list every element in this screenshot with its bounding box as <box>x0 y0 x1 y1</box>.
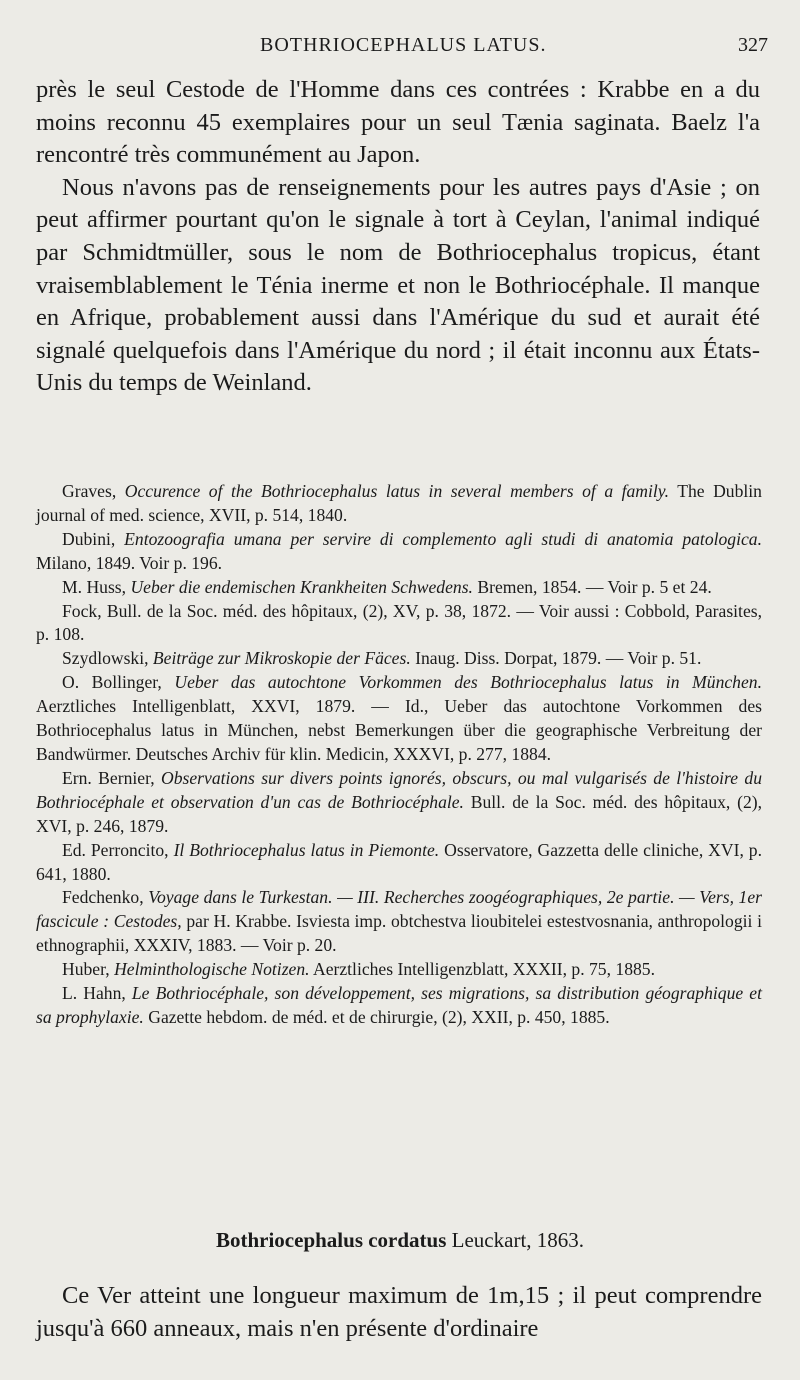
paragraph-cordatus: Ce Ver atteint une longueur maximum de 1m,15 ; il peut comprendre jusqu'à 660 anneaux, mais n'en présente d'ordinaire <box>36 1282 762 1342</box>
reference-item: Huber, Helminthologische Notizen. Aerztliches Intelligenzblatt, XXXII, p. 75, 1885. <box>62 959 655 980</box>
body-text <box>36 74 760 400</box>
reference-item: Fock, Bull. de la Soc. méd. des hôpitaux, (2), XV, p. 38, 1872. — Voir aussi : Cobbold, Parasites, p. 108. <box>36 600 762 645</box>
section-heading <box>0 1228 800 1253</box>
species-name: Bothriocephalus cordatus <box>215 1228 447 1252</box>
species-authority: Leuckart, 1863. <box>451 1228 585 1252</box>
section-body <box>36 1280 762 1345</box>
page-number: 327 <box>738 34 768 56</box>
paragraph-continuation: près le seul Cestode de l'Homme dans ces contrées : Krabbe en a du moins reconnu 45 exemplaires pour un seul Tænia saginata. Baelz l'a rencontré très communément au Japon. <box>36 76 760 169</box>
reference-item: Szydlowski, Beiträge zur Mikroskopie der Fäces. Inaug. Diss. Dorpat, 1879. — Voir p. 51. <box>62 648 702 669</box>
reference-item: Graves, Occurence of the Bothriocephalus latus in several members of a family. The Dublin journal of med. science, XVII, p. 514, 1840. <box>36 481 762 525</box>
reference-item: M. Huss, Ueber die endemischen Krankheiten Schwedens. Bremen, 1854. — Voir p. 5 et 24. <box>62 576 712 597</box>
reference-item: Dubini, Entozoografia umana per servire di complemento agli studi di anatomia patologica. Milano, 1849. Voir p. 196. <box>36 528 762 573</box>
page-header <box>0 34 800 60</box>
reference-item: Ern. Bernier, Observations sur divers points ignorés, obscurs, ou mal vulgarisés de l'histoire du Bothriocéphale et observation d'un cas de Bothriocéphale. Bull. de la Soc. méd. des hôpitaux, (2), XVI, p. 246, 1879. <box>36 767 762 836</box>
paragraph-asia: Nous n'avons pas de renseignements pour les autres pays d'Asie ; on peut affirmer pourtant qu'on le signale à tort à Ceylan, l'animal indiqué par Schmidtmüller, sous le nom de Bothriocephalus tropicus, étant vraisemblablement le Ténia inerme et non le Bothriocéphale. Il manque en Afrique, probablement aussi dans l'Amérique du sud et aurait été signalé quelquefois dans l'Amérique du nord ; il était inconnu aux États-Unis du temps de Weinland. <box>36 173 760 397</box>
reference-item: O. Bollinger, Ueber das autochtone Vorkommen des Bothriocephalus latus in München. Aerztliches Intelligenblatt, XXVI, 1879. — Id., Ueber das autochtone Vorkommen des Bothriocephalus latus in München, nebst Bemerkungen über die geographische Verbreitung der Bandwürmer. Deutsches Archiv für klin. Medicin, XXXVI, p. 277, 1884. <box>36 672 762 764</box>
bibliography <box>36 480 762 1030</box>
running-title: BOTHRIOCEPHALUS LATUS. <box>260 34 547 56</box>
reference-item: Fedchenko, Voyage dans le Turkestan. — III. Recherches zoogéographiques, 2e partie. — Vers, 1er fascicule : Cestodes, par H. Krabbe. Isviesta imp. obtchestva lioubitelei estestvosnania, anthropologii i ethnographii, XXXIV, 1883. — Voir p. 20. <box>36 887 762 956</box>
reference-item: L. Hahn, Le Bothriocéphale, son développement, ses migrations, sa distribution géographique et sa prophylaxie. Gazette hebdom. de méd. et de chirurgie, (2), XXII, p. 450, 1885. <box>36 983 762 1027</box>
reference-item: Ed. Perroncito, Il Bothriocephalus latus in Piemonte. Osservatore, Gazzetta delle cliniche, XVI, p. 641, 1880. <box>36 839 763 884</box>
